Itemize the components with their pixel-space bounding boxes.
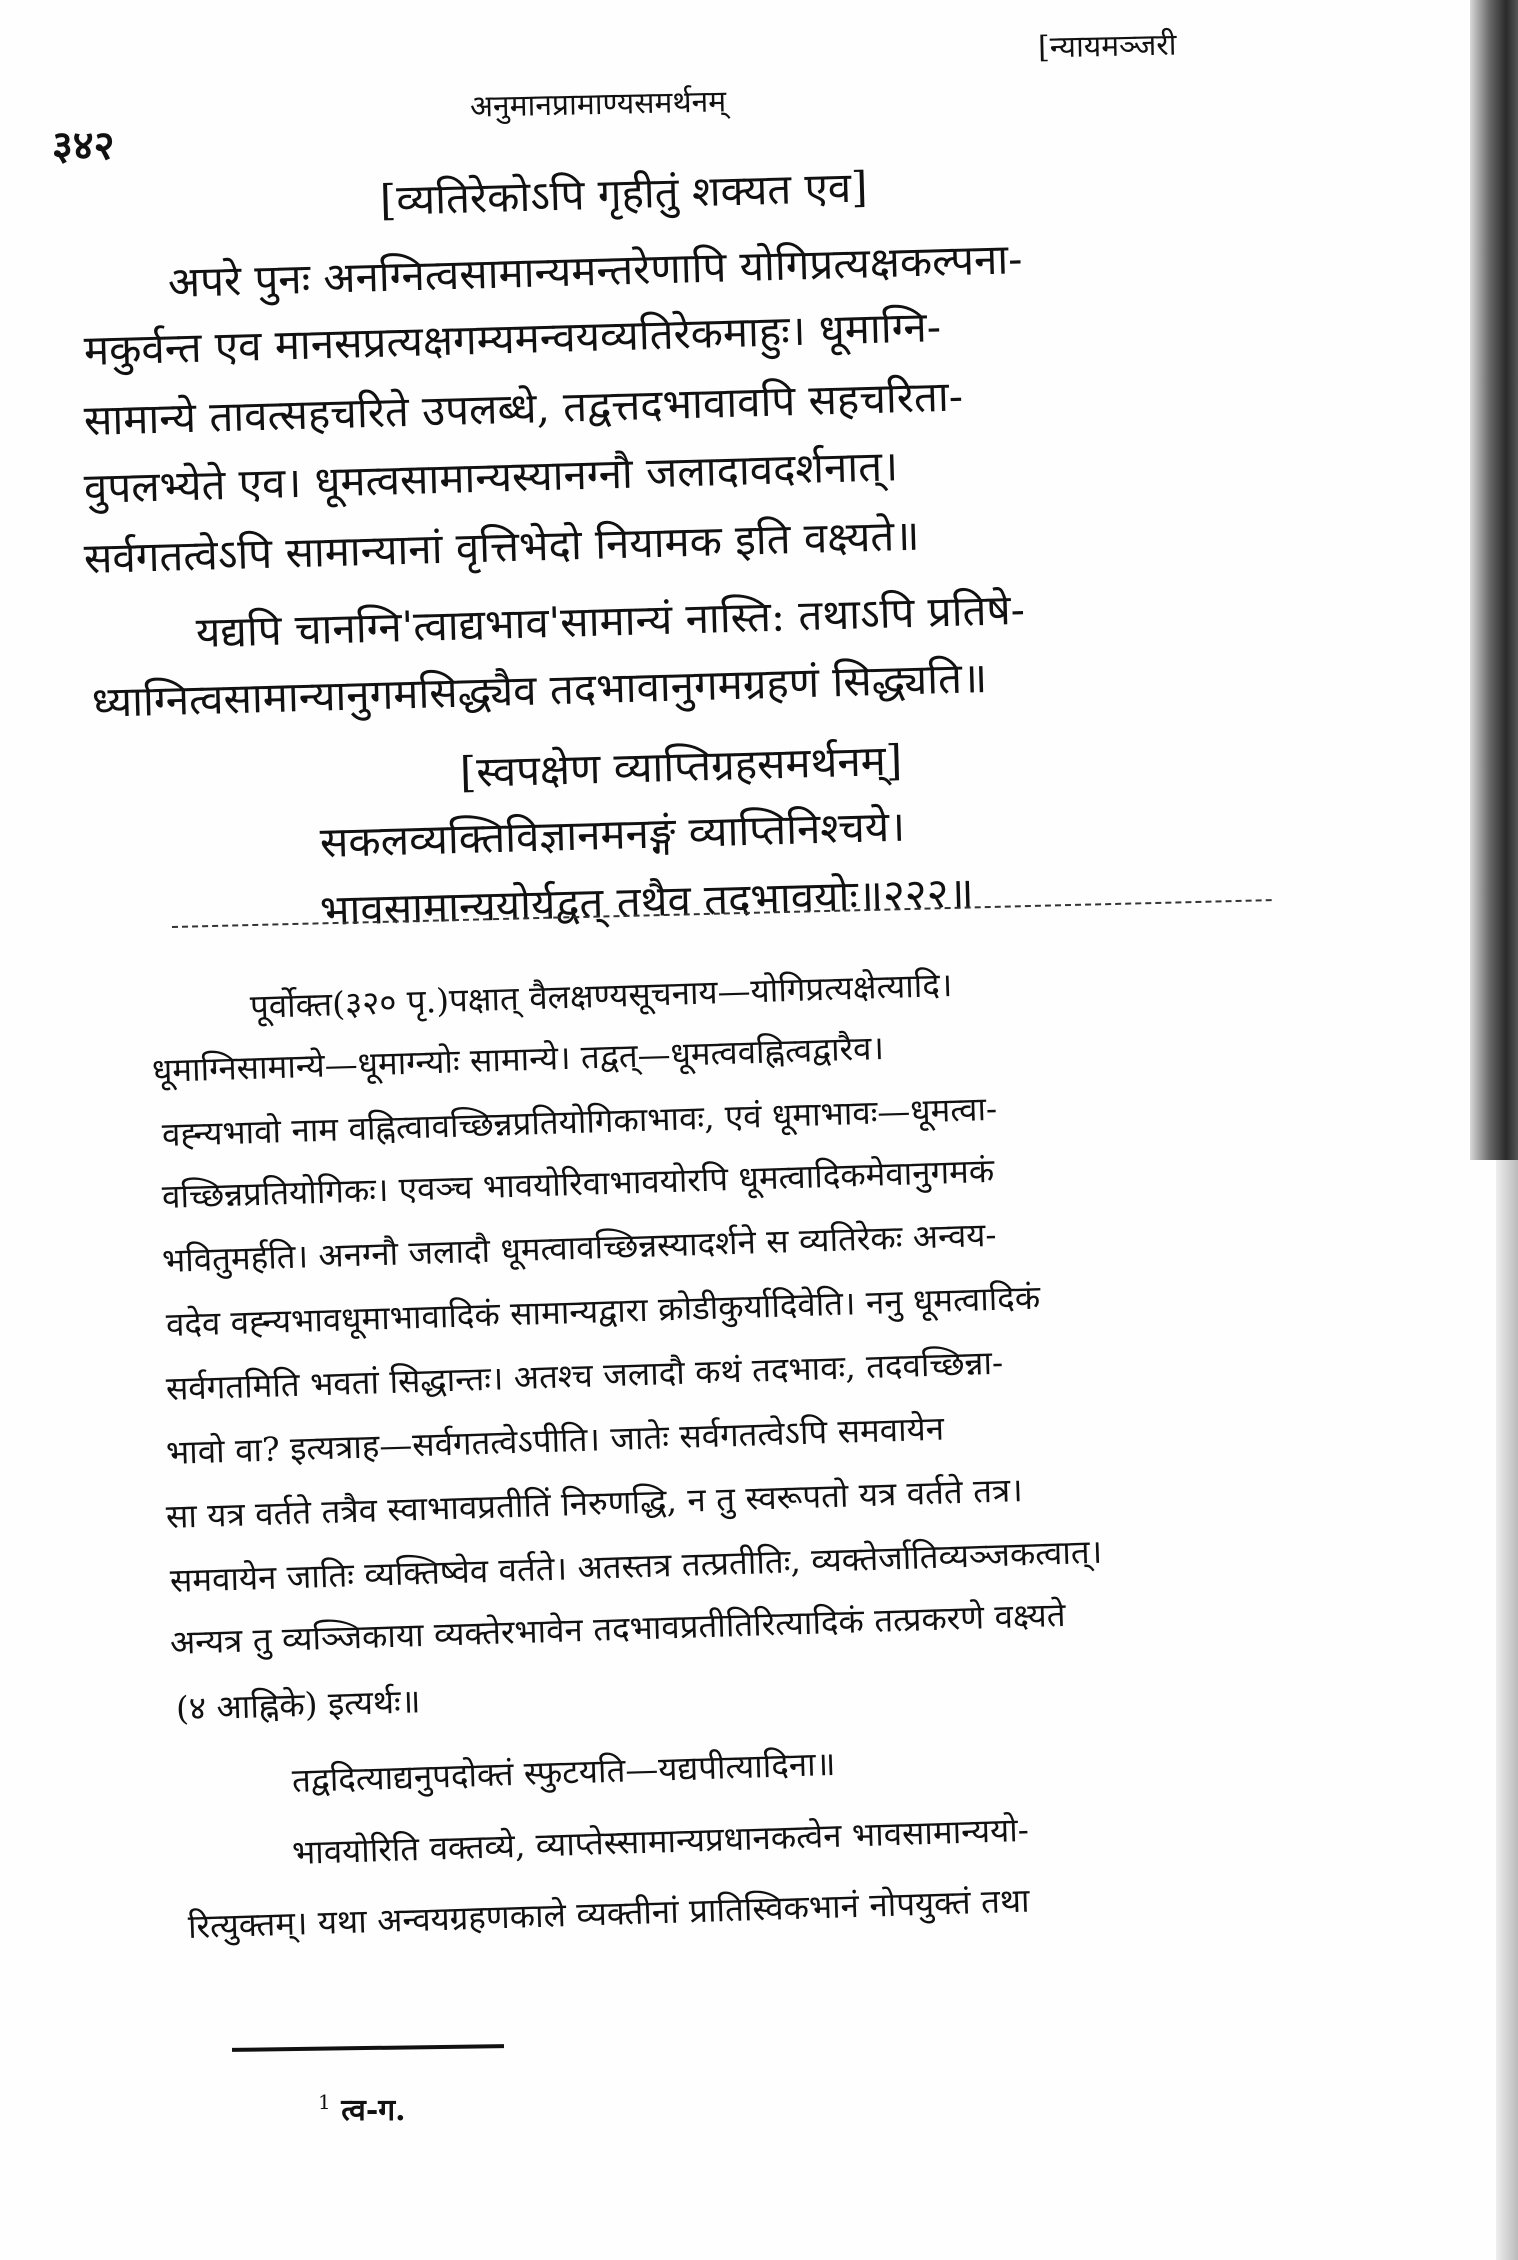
footnote — [318, 2088, 406, 2129]
commentary-line: (४ आह्निके) इत्यर्थः॥ — [175, 1681, 421, 1728]
running-head: अनुमानप्रामाण्यसमर्थनम् — [469, 84, 727, 125]
commentary-line: वदेव वह्न्यभावधूमाभावादिकं सामान्यद्वारा क्रोडीकुर्यादिवेति। ननु धूमत्वादिकं — [165, 1277, 1041, 1344]
commentary-line: वह्न्यभावो नाम वह्नित्वावच्छिन्नप्रतियोगिकाभावः, एवं धूमाभावः—धूमत्वा- — [161, 1088, 998, 1154]
main-text-line: मकुर्वन्त एव मानसप्रत्यक्षगम्यमन्वयव्यतिरेकमाहुः। धूमाग्नि- — [83, 302, 942, 375]
page-edge-shadow — [1496, 1160, 1518, 2260]
commentary-line: तद्वदित्याद्यनुपदोक्तं स्फुटयति—यद्यपीत्यादिना॥ — [291, 1743, 836, 1800]
main-text-line: अपरे पुनः अनग्नित्वसामान्यमन्तरेणापि योगिप्रत्यक्षकल्पना- — [167, 234, 1024, 307]
book-binding-edge — [1470, 0, 1518, 1160]
verse-heading: [स्वपक्षेण व्याप्तिग्रहसमर्थनम्] — [459, 735, 903, 797]
verse-line: भावसामान्ययोर्यद्वत् तथैव तदभावयोः॥२२२॥ — [319, 867, 975, 935]
page-number: ३४२ — [52, 123, 115, 169]
book-title: [न्यायमञ्जरी — [1037, 27, 1177, 66]
commentary-line: समवायेन जातिः व्यक्तिष्वेव वर्तते। अतस्तत्र तत्प्रतीतिः, व्यक्तेर्जातिव्यञ्जकत्वात्। — [169, 1531, 1103, 1600]
commentary-line: पूर्वोक्त(३२० पृ.)पक्षात् वैलक्षण्यसूचनाय—योगिप्रत्यक्षेत्यादि। — [249, 964, 953, 1026]
commentary-line: वच्छिन्नप्रतियोगिकः। एवञ्च भावयोरिवाभावयोरपि धूमत्वादिकमेवानुगमकं — [161, 1150, 995, 1216]
section-heading: [व्यतिरेकोऽपि गृहीतुं शक्यत एव] — [379, 162, 869, 225]
footnote-marker: 1 — [318, 2090, 331, 2114]
main-text-line: सर्वगतत्वेऽपि सामान्यानां वृत्तिभेदो नियामक इति वक्ष्यते॥ — [83, 510, 921, 583]
commentary-line: भवितुमर्हति। अनग्नौ जलादौ धूमत्वावच्छिन्नस्यादर्शने स व्यतिरेकः अन्वय- — [161, 1214, 998, 1280]
footnote-divider — [232, 2044, 504, 2052]
commentary-line: अन्यत्र तु व्यञ्जिकाया व्यक्तेरभावेन तदभावप्रतीतिरित्यादिकं तत्प्रकरणे वक्ष्यते — [169, 1594, 1067, 1662]
main-text-line: यद्यपि चानग्नि'त्वाद्यभाव'सामान्यं नास्ति: तथाऽपि प्रतिषे- — [195, 584, 1026, 657]
footnote-text: त्व-ग. — [341, 2093, 406, 2128]
commentary-line: सर्वगतमिति भवतां सिद्धान्तः। अतश्च जलादौ कथं तदभावः, तदवच्छिन्ना- — [165, 1342, 1004, 1408]
main-text-line: सामान्ये तावत्सहचरिते उपलब्धे, तद्वत्तदभावावपि सहचरिता- — [83, 371, 964, 445]
commentary-line: भावयोरिति वक्तव्ये, व्याप्तेस्सामान्यप्रधानकत्वेन भावसामान्ययो- — [291, 1809, 1030, 1872]
commentary-line: धूमाग्निसामान्ये—धूमाग्न्योः सामान्ये। तद्वत्—धूमत्ववह्नित्वद्वारैव। — [151, 1028, 885, 1090]
commentary-line: भावो वा? इत्यत्राह—सर्वगतत्वेऽपीति। जातेः सर्वगतत्वेऽपि समवायेन — [165, 1408, 945, 1472]
commentary-line: सा यत्र वर्तते तत्रैव स्वाभावप्रतीतिं निरुणद्धि, न तु स्वरूपतो यत्र वर्तते तत्र। — [165, 1470, 1024, 1536]
commentary-line: रित्युक्तम्। यथा अन्वयग्रहणकाले व्यक्तीनां प्रातिस्विकभानं नोपयुक्तं तथा — [187, 1880, 1031, 1946]
verse-line: सकलव्यक्तिविज्ञानमनङ्गं व्याप्तिनिश्चये। — [319, 801, 906, 867]
main-text-line: वुपलभ्येते एव। धूमत्वसामान्यस्यानग्नौ जलादावदर्शनात्। — [83, 441, 899, 513]
main-text-line: ध्याग्नित्वसामान्यानुगमसिद्ध्यैव तदभावानुगमग्रहणं सिद्ध्यति॥ — [91, 653, 988, 727]
